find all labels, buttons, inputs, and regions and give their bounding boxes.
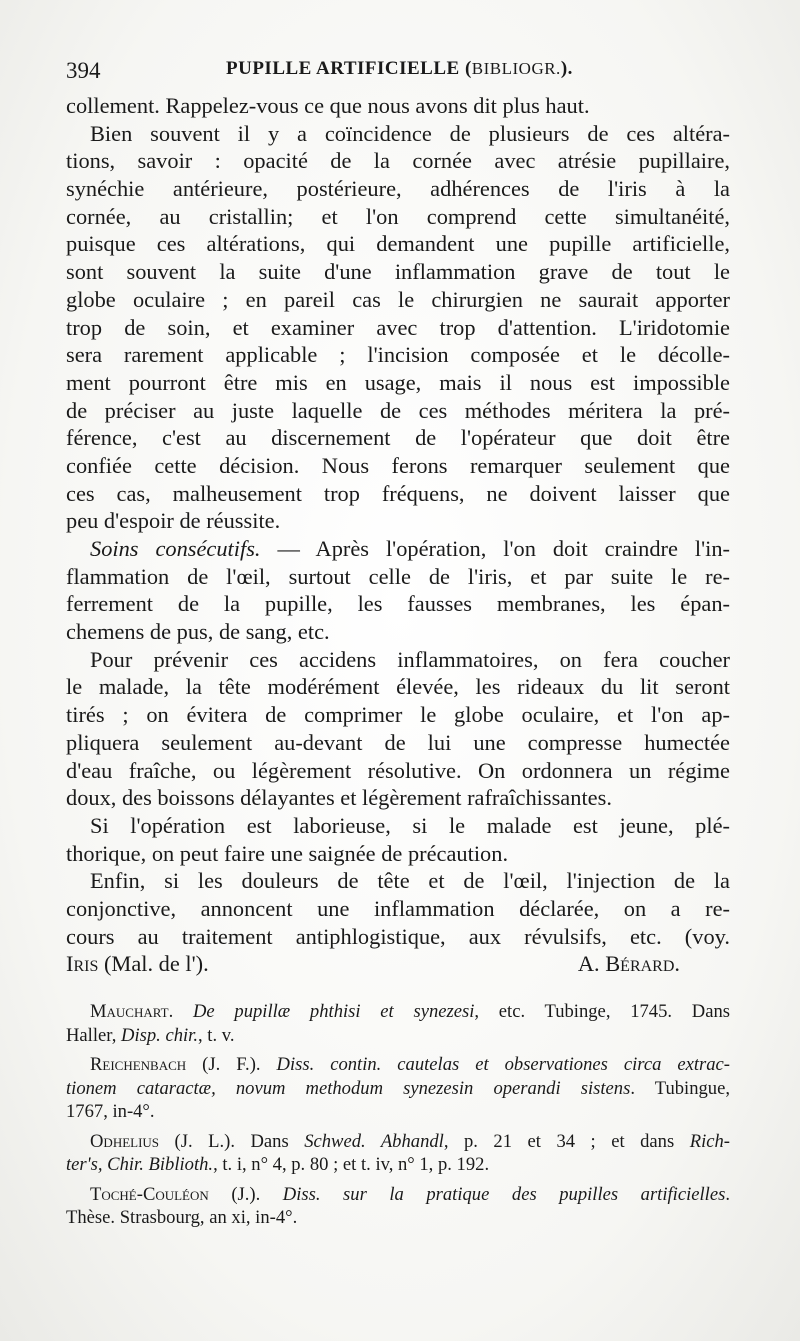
text-line [66, 203, 730, 231]
line-text: tirés ; on évitera de comprimer le globe oculaire, et l'on ap- [66, 702, 730, 728]
line-text: Bien souvent il y a coïncidence de plusieurs de ces altéra- [90, 120, 730, 146]
paragraph [66, 92, 730, 120]
page-number: 394 [66, 58, 101, 83]
text-line [66, 424, 730, 452]
bibliography-entry [66, 1053, 730, 1124]
citation-text: Thèse. Strasbourg, an xi, in-4°. [66, 1207, 298, 1228]
text-line [66, 147, 730, 175]
bibliography-line [66, 1206, 730, 1230]
line-text: de préciser au juste laquelle de ces méthodes méritera la pré- [66, 397, 730, 423]
text-line [66, 452, 730, 480]
line-text: ment pourront être mis en usage, mais il nous est impossible [66, 369, 730, 395]
running-title-small: BIBLIOGR. [471, 59, 561, 78]
work-title: Rich- [689, 1130, 730, 1152]
line-text: conjonctive, annoncent une inflammation déclarée, on a re- [66, 895, 730, 921]
signature-line [66, 950, 730, 978]
citation-text: 1767, in-4°. [66, 1101, 155, 1122]
line-text: thorique, on peut faire une saignée de précaution. [66, 840, 509, 866]
text-line [66, 480, 730, 508]
line-text: chemens de pus, de sang, etc. [66, 619, 330, 645]
text-line [66, 729, 730, 757]
citation-text: , p. 21 et 34 ; et dans [443, 1130, 690, 1152]
paragraph [66, 535, 730, 646]
citation-text: . [168, 1001, 193, 1022]
paragraph [66, 120, 730, 535]
cross-reference-term: Iris [66, 951, 99, 977]
bibliography-line [66, 1024, 730, 1048]
text-line [66, 618, 730, 646]
line-text: globe oculaire ; en pareil cas le chirurgien ne saurait apporter [66, 286, 730, 312]
bibliography-line [66, 1153, 730, 1177]
bibliography-entry [66, 1130, 730, 1177]
text-line [66, 314, 730, 342]
line-text: ferrement de la pupille, les fausses membranes, les épan- [66, 591, 730, 617]
line-text: cornée, au cristallin; et l'on comprend cette simultanéité, [66, 203, 730, 229]
line-text: collement. Rappelez-vous ce que nous avons dit plus haut. [66, 93, 590, 118]
text-line [66, 92, 730, 120]
author-signature: A. Bérard. [577, 951, 680, 977]
work-title: Diss. sur la pratique des pupilles artificielles [282, 1183, 726, 1205]
text-line [66, 341, 730, 369]
text-line [66, 535, 730, 563]
text-line [66, 757, 730, 785]
work-title: De pupillæ phthisi et synezesi [192, 1001, 475, 1022]
text-line [66, 590, 730, 618]
line-text: tions, savoir : opacité de la cornée avec atrésie pupillaire, [66, 148, 730, 174]
citation-text: (J. L.). Dans [159, 1130, 305, 1152]
line-text: pliquera seulement au-devant de lui une compresse humectée [66, 729, 730, 755]
page-header [66, 58, 730, 88]
author-name: Mauchart [90, 1001, 169, 1022]
running-title-end: ). [560, 58, 573, 79]
text-line [66, 369, 730, 397]
line-text: synéchie antérieure, postérieure, adhérences de l'iris à la [66, 176, 730, 202]
section-heading: Soins consécutifs. [90, 536, 261, 561]
paragraph [66, 867, 730, 950]
work-title: tionem cataractæ, novum methodum synezesin operandi sistens [66, 1077, 631, 1099]
bibliography-line [66, 1053, 730, 1077]
citation-text: . Tubingue, [630, 1077, 730, 1099]
running-title [226, 58, 573, 80]
bibliography-line [66, 1000, 730, 1024]
work-title: Schwed. Abhandl [304, 1130, 444, 1152]
line-text: ces cas, malheusement trop fréquens, ne doivent laisser que [66, 480, 730, 506]
line-text: Pour prévenir ces accidens inflammatoires, on fera coucher [90, 646, 730, 672]
bibliography-line [66, 1130, 730, 1154]
line-text: cours au traitement antiphlogistique, aux révulsifs, etc. (voy. [66, 923, 730, 949]
bibliography [66, 1000, 730, 1236]
text-line [66, 923, 730, 951]
citation-text: , etc. Tubinge, 1745. Dans [474, 1001, 730, 1022]
text-line [66, 812, 730, 840]
text-line [66, 258, 730, 286]
line-text: doux, des boissons délayantes et légèrement rafraîchissantes. [66, 785, 612, 811]
line-text: Enfin, si les douleurs de tête et de l'œil, l'injection de la [90, 868, 730, 894]
text-line [66, 563, 730, 591]
work-title: ter's, Chir. Biblioth. [66, 1154, 214, 1175]
work-title: Diss. contin. cautelas et observationes circa extrac- [276, 1054, 730, 1075]
bibliography-entry [66, 1000, 730, 1047]
line-text: — Après l'opération, l'on doit craindre l'in- [260, 536, 730, 561]
cross-reference [66, 950, 209, 978]
text-line [66, 701, 730, 729]
line-text: Si l'opération est laborieuse, si le malade est jeune, plé- [90, 812, 730, 838]
bibliography-entry [66, 1183, 730, 1230]
bibliography-line [66, 1077, 730, 1101]
line-text: flammation de l'œil, surtout celle de l'iris, et par suite le re- [66, 563, 730, 589]
text-line [66, 867, 730, 895]
text-line [66, 175, 730, 203]
line-text: sont souvent la suite d'une inflammation grave de tout le [66, 259, 730, 285]
text-line [66, 840, 730, 868]
author-name: Odhelius [90, 1130, 160, 1152]
text-line [66, 120, 730, 148]
citation-text: (J. F.). [186, 1054, 277, 1075]
main-text [66, 92, 730, 978]
bibliography-line [66, 1100, 730, 1124]
citation-text: (J.). [208, 1183, 283, 1205]
line-text: férence, c'est au discernement de l'opérateur que doit être [66, 425, 730, 451]
paragraph [66, 812, 730, 867]
citation-text: , t. v. [197, 1024, 235, 1046]
cross-reference-rest: (Mal. de l'). [98, 951, 209, 977]
paragraph [66, 646, 730, 812]
line-text: d'eau fraîche, ou légèrement résolutive. On ordonnera un régime [66, 757, 730, 783]
citation-text: Haller, [66, 1024, 122, 1046]
running-title-main: PUPILLE ARTIFICIELLE ( [226, 58, 472, 79]
work-title: Disp. chir. [121, 1024, 198, 1046]
citation-text: , t. i, n° 4, p. 80 ; et t. iv, n° 1, p. 192. [213, 1154, 490, 1175]
bibliography-line [66, 1183, 730, 1207]
line-text: puisque ces altérations, qui demandent une pupille artificielle, [66, 231, 730, 257]
text-line [66, 784, 730, 812]
line-text: confiée cette décision. Nous ferons remarquer seulement que [66, 452, 730, 478]
text-line [66, 646, 730, 674]
text-line [66, 286, 730, 314]
text-line [66, 895, 730, 923]
line-text: sera rarement applicable ; l'incision composée et le décolle- [66, 342, 730, 368]
text-line [66, 673, 730, 701]
line-text: peu d'espoir de réussite. [66, 508, 281, 534]
line-text: le malade, la tête modérément élevée, les rideaux du lit seront [66, 674, 730, 700]
line-text: trop de soin, et examiner avec trop d'attention. L'iridotomie [66, 314, 730, 340]
text-line [66, 230, 730, 258]
author-name: Reichenbach [90, 1054, 187, 1075]
citation-text: . [725, 1183, 730, 1205]
text-line [66, 507, 730, 535]
text-line [66, 397, 730, 425]
author-name: Toché-Couléon [90, 1183, 209, 1205]
